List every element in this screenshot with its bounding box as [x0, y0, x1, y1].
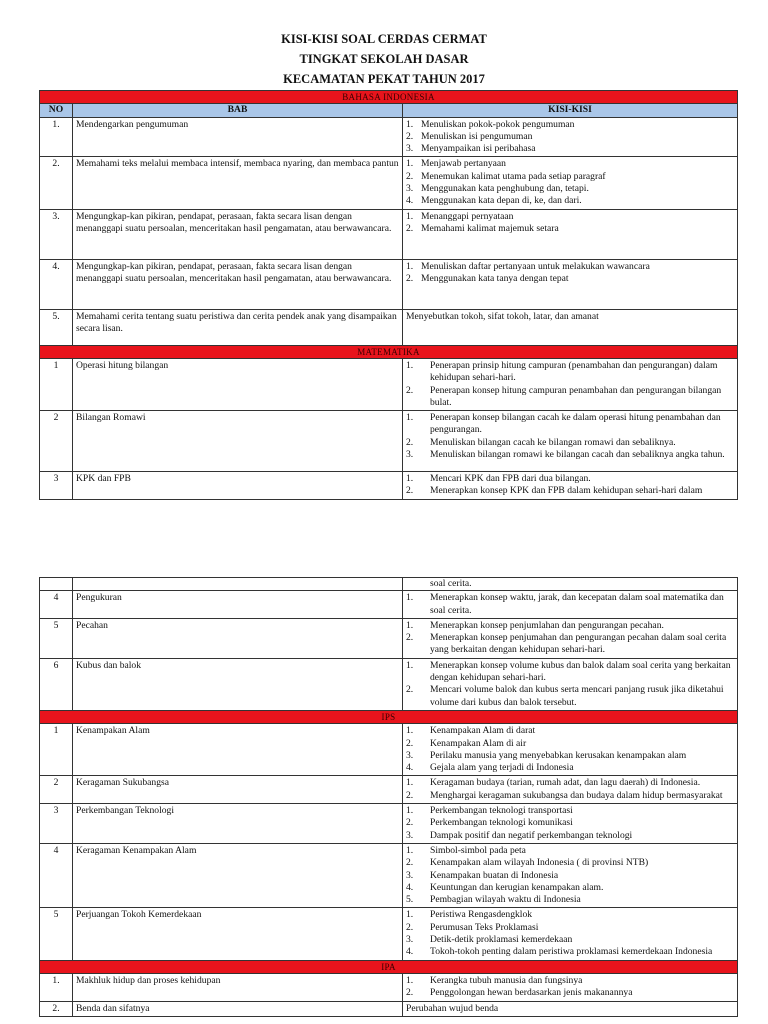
row-kisi	[403, 908, 738, 960]
kisi-item-number: 2.	[406, 170, 414, 182]
kisi-item-text: Menerapkan konsep penjumlahan dan pengurangan pecahan.	[430, 619, 664, 631]
row-no: 1	[40, 358, 73, 410]
table-row	[40, 411, 738, 472]
kisi-item-number: 1.	[406, 909, 414, 921]
section-label: IPS	[40, 710, 738, 723]
kisi-item-text: Kenampakan Alam di air	[430, 737, 527, 749]
kisi-item-number: 1.	[406, 592, 414, 604]
row-no: 4	[40, 843, 73, 907]
kisi-item-text: Gejala alam yang terjadi di Indonesia	[430, 762, 574, 774]
kisi-item-text: Penggolongan hewan berdasarkan jenis makanannya	[430, 987, 633, 999]
table-row	[40, 578, 738, 591]
kisi-item	[406, 922, 734, 934]
kisi-item-number: 1.	[406, 805, 414, 817]
row-no: 2.	[40, 1001, 73, 1016]
kisi-item-number: 4.	[406, 195, 414, 207]
kisi-item-number: 3.	[406, 829, 414, 841]
kisi-item-text: Menerapkan konsep volume kubus dan balok dalam soal cerita yang berkaitan dengan kehidupan sehari-hari.	[430, 659, 731, 684]
kisi-item-number: 2.	[406, 130, 414, 142]
kisi-item-text: Menjawab pertanyaan	[421, 158, 506, 170]
doc-title-1: KISI-KISI SOAL CERDAS CERMAT	[281, 32, 487, 46]
row-kisi	[403, 843, 738, 907]
row-no: 2	[40, 411, 73, 472]
kisi-item-text: Menerapkan konsep waktu, jarak, dan kecepatan dalam soal matematika dan soal cerita.	[430, 592, 724, 616]
kisi-item	[406, 171, 734, 183]
table-row	[40, 618, 738, 658]
kisi-item-text: Menghargai keragaman sukubangsa dan budaya dalam hidup bermasyarakat	[430, 789, 723, 801]
table-header	[40, 104, 738, 117]
table-row	[40, 259, 738, 309]
kisi-item-number: 1.	[406, 777, 414, 789]
row-bab: Keragaman Sukubangsa	[73, 776, 403, 804]
kisi-item	[406, 437, 734, 449]
row-bab: Pecahan	[73, 618, 403, 658]
kisi-item-number: 3.	[406, 869, 414, 881]
kisi-item-number: 4.	[406, 762, 414, 774]
kisi-item	[406, 790, 734, 802]
kisi-item	[406, 158, 734, 170]
row-kisi	[403, 618, 738, 658]
kisi-item-number: 2.	[406, 272, 414, 284]
kisi-item-text: Menuliskan pokok-pokok pengumuman	[421, 118, 575, 130]
table-row	[40, 309, 738, 345]
kisi-item	[406, 119, 734, 131]
kisi-item	[406, 805, 734, 817]
kisi-item-number: 2.	[406, 222, 414, 234]
table-row	[40, 157, 738, 209]
section-bahasa-indonesia	[40, 91, 738, 104]
kisi-item-text: Penerapan konsep bilangan cacah ke dalam operasi hitung penambahan dan pengurangan.	[430, 412, 721, 436]
row-bab: Keragaman Kenampakan Alam	[73, 843, 403, 907]
kisi-item-number: 1.	[406, 473, 414, 485]
row-no: 4.	[40, 259, 73, 309]
kisi-table-page-2	[39, 577, 738, 1017]
header-no: NO	[40, 104, 73, 117]
section-ips	[40, 710, 738, 723]
table-row	[40, 591, 738, 619]
kisi-item-text: Menuliskan bilangan cacah ke bilangan romawi dan sebaliknya.	[430, 436, 676, 448]
row-kisi: Menyebutkan tokoh, sifat tokoh, latar, dan amanat	[403, 309, 738, 345]
kisi-item	[406, 485, 734, 497]
row-no: 5	[40, 908, 73, 960]
kisi-item	[406, 592, 734, 617]
header-kisi: KISI-KISI	[403, 104, 738, 117]
kisi-item-text: Memahami kalimat majemuk setara	[421, 222, 559, 234]
row-kisi	[403, 973, 738, 1001]
header-bab: BAB	[73, 104, 403, 117]
kisi-item	[406, 131, 734, 143]
row-bab: Perkembangan Teknologi	[73, 804, 403, 844]
kisi-item-number: 2.	[406, 817, 414, 829]
kisi-item-text: Kerangka tubuh manusia dan fungsinya	[430, 974, 583, 986]
kisi-item-number: 1.	[406, 412, 414, 424]
kisi-item-number: 1.	[406, 359, 414, 371]
row-no: 6	[40, 658, 73, 710]
kisi-item-number: 3.	[406, 749, 414, 761]
kisi-item	[406, 975, 734, 987]
kisi-item	[406, 894, 734, 906]
kisi-item	[406, 360, 734, 385]
row-bab: Makhluk hidup dan proses kehidupan	[73, 973, 403, 1001]
row-kisi	[403, 117, 738, 157]
row-no: 1	[40, 724, 73, 776]
kisi-item-number: 3.	[406, 183, 414, 195]
kisi-item-text: Menggunakan kata tanya dengan tepat	[421, 272, 569, 284]
kisi-item	[406, 750, 734, 762]
kisi-item-text: Mencari KPK dan FPB dari dua bilangan.	[430, 473, 591, 485]
kisi-item-number: 2.	[406, 789, 414, 801]
kisi-item-text: Menggunakan kata depan di, ke, dan dari.	[421, 195, 582, 207]
kisi-item-text: Mencari volume balok dan kubus serta mencari panjang rusuk jika diketahui volume dari kubus dan balok tersebut.	[430, 684, 724, 708]
kisi-item	[406, 946, 734, 958]
kisi-item	[406, 449, 734, 461]
table-row	[40, 724, 738, 776]
row-bab: Memahami teks melalui membaca intensif, membaca nyaring, dan membaca pantun	[73, 157, 403, 209]
kisi-item-number: 1.	[406, 844, 414, 856]
row-no: 3	[40, 804, 73, 844]
kisi-item-number: 2.	[406, 737, 414, 749]
kisi-item-text: Menggunakan kata penghubung dan, tetapi.	[421, 183, 589, 195]
kisi-item	[406, 870, 734, 882]
kisi-item-number: 1.	[406, 210, 414, 222]
row-bab: Kenampakan Alam	[73, 724, 403, 776]
row-no: 4	[40, 591, 73, 619]
row-no	[40, 578, 73, 591]
row-kisi	[403, 472, 738, 500]
kisi-item-text: Kenampakan buatan di Indonesia	[430, 869, 559, 881]
row-no: 2	[40, 776, 73, 804]
row-bab: Operasi hitung bilangan	[73, 358, 403, 410]
kisi-item-text: Tokoh-tokoh penting dalam peristiwa proklamasi kemerdekaan Indonesia	[430, 946, 713, 958]
row-no: 1.	[40, 973, 73, 1001]
kisi-item-text: Kenampakan alam wilayah Indonesia ( di provinsi NTB)	[430, 857, 649, 869]
kisi-item	[406, 385, 734, 410]
kisi-item-number: 2.	[406, 921, 414, 933]
kisi-item-number: 1.	[406, 619, 414, 631]
kisi-item	[406, 473, 734, 485]
kisi-item	[406, 183, 734, 195]
kisi-item	[406, 223, 734, 235]
kisi-item-text: Menanggapi pernyataan	[421, 210, 514, 222]
row-no: 3.	[40, 209, 73, 259]
kisi-item	[406, 211, 734, 223]
kisi-item-text: Dampak positif dan negatif perkembangan teknologi	[430, 829, 633, 841]
table-row	[40, 776, 738, 804]
table-row	[40, 843, 738, 907]
kisi-item	[406, 261, 734, 273]
section-matematika	[40, 345, 738, 358]
row-no: 1.	[40, 117, 73, 157]
row-bab: Bilangan Romawi	[73, 411, 403, 472]
row-kisi	[403, 804, 738, 844]
row-kisi	[403, 658, 738, 710]
kisi-item-number: 3.	[406, 449, 414, 461]
row-bab: Mengungkap-kan pikiran, pendapat, perasaan, fakta secara lisan dengan menanggapi suatu persoalan, menceritakan hasil pengamatan, atau berwawancara.	[73, 209, 403, 259]
row-kisi	[403, 209, 738, 259]
row-kisi	[403, 358, 738, 410]
table-row	[40, 804, 738, 844]
kisi-item	[406, 273, 734, 285]
section-label: IPA	[40, 960, 738, 973]
kisi-item-text: Keuntungan dan kerugian kenampakan alam.	[430, 881, 604, 893]
row-bab: Benda dan sifatnya	[73, 1001, 403, 1016]
kisi-item-number: 2.	[406, 485, 414, 497]
row-no: 5	[40, 618, 73, 658]
kisi-item-number: 1.	[406, 118, 414, 130]
section-label: BAHASA INDONESIA	[40, 91, 738, 104]
kisi-item-text: Menerapkan konsep KPK dan FPB dalam kehidupan sehari-hari dalam	[430, 485, 703, 497]
kisi-item-text: Menuliskan isi pengumuman	[421, 130, 533, 142]
kisi-item-number: 1.	[406, 725, 414, 737]
row-no: 3	[40, 472, 73, 500]
kisi-item-number: 1.	[406, 260, 414, 272]
kisi-item-text: Keragaman budaya (tarian, rumah adat, dan lagu daerah) di Indonesia.	[430, 777, 701, 789]
kisi-item-text: Menyampaikan isi peribahasa	[421, 143, 536, 155]
kisi-item	[406, 738, 734, 750]
table-row	[40, 1001, 738, 1016]
table-row	[40, 209, 738, 259]
table-row	[40, 358, 738, 410]
kisi-item-text: Perilaku manusia yang menyebabkan kerusakan kenampakan alam	[430, 749, 687, 761]
kisi-item	[406, 684, 734, 709]
kisi-item	[406, 857, 734, 869]
kisi-item-text: Detik-detik proklamasi kemerdekaan	[430, 934, 573, 946]
kisi-item	[406, 620, 734, 632]
table-row	[40, 908, 738, 960]
row-kisi: soal cerita.	[403, 578, 738, 591]
kisi-item-text: Perumusan Teks Proklamasi	[430, 921, 539, 933]
kisi-item	[406, 845, 734, 857]
kisi-item-text: Menemukan kalimat utama pada setiap paragraf	[421, 170, 606, 182]
kisi-table-page-1	[39, 90, 738, 500]
kisi-item-text: Menuliskan daftar pertanyaan untuk melakukan wawancara	[421, 260, 650, 272]
kisi-item-text: Pembagian wilayah waktu di Indonesia	[430, 894, 581, 906]
row-bab: KPK dan FPB	[73, 472, 403, 500]
table-row	[40, 973, 738, 1001]
kisi-item-number: 3.	[406, 934, 414, 946]
row-kisi	[403, 411, 738, 472]
kisi-item-number: 2.	[406, 684, 414, 696]
table-row	[40, 472, 738, 500]
kisi-item-number: 2.	[406, 857, 414, 869]
kisi-item-text: Perkembangan teknologi komunikasi	[430, 817, 573, 829]
kisi-item	[406, 632, 734, 657]
row-bab: Perjuangan Tokoh Kemerdekaan	[73, 908, 403, 960]
kisi-item	[406, 412, 734, 437]
kisi-item-text: Peristiwa Rengasdengklok	[430, 909, 533, 921]
kisi-item-number: 2.	[406, 987, 414, 999]
kisi-item	[406, 660, 734, 685]
kisi-item	[406, 762, 734, 774]
kisi-item-text: Penerapan konsep hitung campuran penambahan dan pengurangan bilangan bulat.	[430, 384, 722, 408]
row-kisi	[403, 157, 738, 209]
kisi-item-number: 2.	[406, 436, 414, 448]
kisi-item-number: 2.	[406, 632, 414, 644]
row-bab: Memahami cerita tentang suatu peristiwa dan cerita pendek anak yang disampaikan secara lisan.	[73, 309, 403, 345]
doc-title-3: KECAMATAN PEKAT TAHUN 2017	[283, 72, 485, 86]
kisi-item	[406, 934, 734, 946]
row-bab: Pengukuran	[73, 591, 403, 619]
row-kisi	[403, 591, 738, 619]
kisi-item-number: 4.	[406, 881, 414, 893]
kisi-item-text: Penerapan prinsip hitung campuran (penambahan dan pengurangan) dalam kehidupan sehari-hari.	[430, 359, 718, 384]
kisi-item-number: 4.	[406, 946, 414, 958]
doc-title-2: TINGKAT SEKOLAH DASAR	[299, 52, 469, 66]
kisi-item	[406, 143, 734, 155]
row-no: 2.	[40, 157, 73, 209]
row-kisi: Perubahan wujud benda	[403, 1001, 738, 1016]
kisi-item	[406, 195, 734, 207]
row-bab: Mendengarkan pengumuman	[73, 117, 403, 157]
row-bab	[73, 578, 403, 591]
kisi-item	[406, 830, 734, 842]
table-row	[40, 658, 738, 710]
row-kisi	[403, 776, 738, 804]
table-row	[40, 117, 738, 157]
kisi-item-text: Perkembangan teknologi transportasi	[430, 805, 573, 817]
kisi-item	[406, 987, 734, 999]
row-bab: Kubus dan balok	[73, 658, 403, 710]
kisi-item-number: 3.	[406, 143, 414, 155]
row-bab: Mengungkap-kan pikiran, pendapat, perasaan, fakta secara lisan dengan menanggapi suatu persoalan, menceritakan hasil pengamatan, atau berwawancara.	[73, 259, 403, 309]
kisi-item	[406, 725, 734, 737]
row-kisi	[403, 259, 738, 309]
section-label: MATEMATIKA	[40, 345, 738, 358]
kisi-item-text: Kenampakan Alam di darat	[430, 725, 536, 737]
kisi-item-number: 1.	[406, 974, 414, 986]
kisi-item-number: 5.	[406, 894, 414, 906]
kisi-item	[406, 882, 734, 894]
kisi-item-number: 1.	[406, 158, 414, 170]
kisi-item-text: Menerapkan konsep penjumahan dan pengurangan pecahan dalam soal cerita yang berkaitan dengan kehidupan sehari-hari.	[430, 632, 727, 656]
row-no: 5.	[40, 309, 73, 345]
kisi-item	[406, 909, 734, 921]
section-ipa	[40, 960, 738, 973]
row-kisi	[403, 724, 738, 776]
kisi-item-text: Simbol-simbol pada peta	[430, 844, 526, 856]
kisi-item	[406, 817, 734, 829]
kisi-item-text: Menuliskan bilangan romawi ke bilangan cacah dan sebaliknya angka tahun.	[430, 449, 725, 461]
kisi-item-number: 2.	[406, 384, 414, 396]
kisi-item-number: 1.	[406, 659, 414, 671]
kisi-item	[406, 777, 734, 789]
